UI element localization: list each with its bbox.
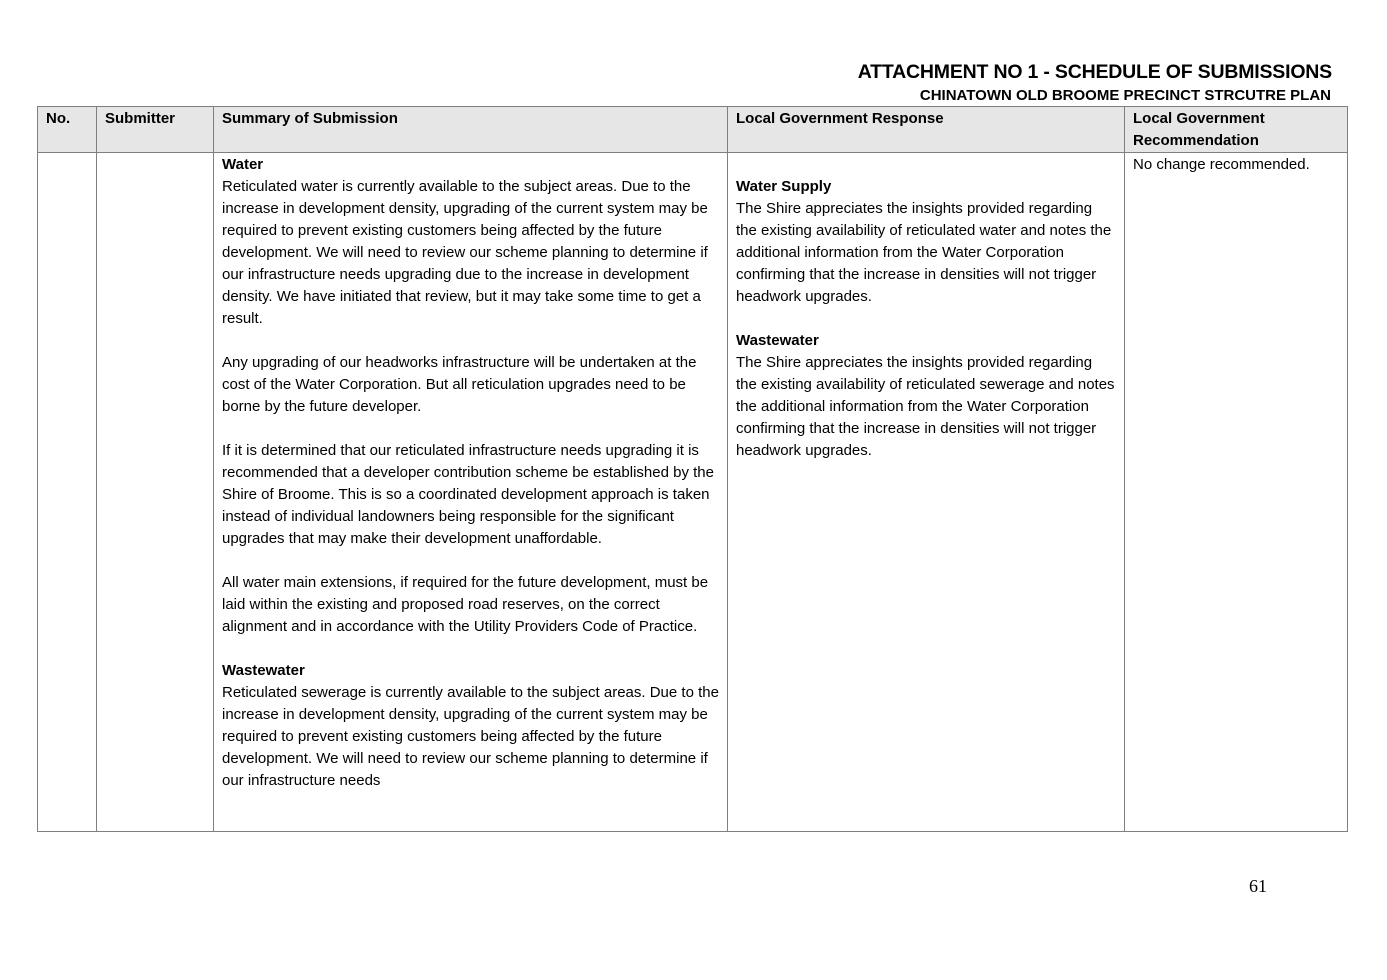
response-water-supply-heading: Water Supply (736, 178, 832, 195)
document-subtitle: CHINATOWN OLD BROOME PRECINCT STRCUTRE PLAN (919, 87, 1331, 104)
summary-wastewater-paragraph-1: Reticulated sewerage is currently available to the subject areas. Due to the increase in development density, upgrading of the current system may be required to prevent existing customers being affected by the future development. We will need to review our scheme planning to determine if our infrastructure needs (222, 684, 719, 789)
response-wastewater-heading: Wastewater (736, 332, 819, 349)
submissions-table (37, 106, 1348, 832)
cell-summary (214, 153, 728, 832)
cell-response (728, 153, 1125, 832)
response-wastewater-text: The Shire appreciates the insights provided regarding the existing availability of reticulated sewerage and notes the additional information from the Water Corporation confirming that the increase in densities will not trigger headwork upgrades. (736, 354, 1115, 459)
column-header-summary: Summary of Submission (214, 107, 728, 153)
page-number: 61 (1249, 876, 1267, 896)
summary-wastewater-heading: Wastewater (222, 662, 305, 679)
document-title: ATTACHMENT NO 1 - SCHEDULE OF SUBMISSIONS (857, 61, 1332, 83)
summary-water-paragraph-3: If it is determined that our reticulated infrastructure needs upgrading it is recommended that a developer contribution scheme be established by the Shire of Broome. This is so a coordinated development approach is taken instead of individual landowners being responsible for the significant upgrades that may make their development unaffordable. (222, 442, 714, 547)
column-header-no: No. (38, 107, 97, 153)
table-row (38, 153, 1348, 832)
summary-water-heading: Water (222, 156, 264, 173)
summary-water-paragraph-1: Reticulated water is currently available to the subject areas. Due to the increase in development density, upgrading of the current system may be required to prevent existing customers being affected by the future development. We will need to review our scheme planning to determine if our infrastructure needs upgrading due to the increase in development density. We have initiated that review, but it may take some time to get a result. (222, 178, 708, 327)
summary-water-paragraph-4: All water main extensions, if required for the future development, must be laid within the existing and proposed road reserves, on the correct alignment and in accordance with the Utility Providers Code of Practice. (222, 574, 709, 635)
cell-recommendation: No change recommended. (1125, 153, 1348, 832)
column-header-submitter: Submitter (97, 107, 214, 153)
table-header-row (38, 107, 1348, 153)
summary-water-paragraph-2: Any upgrading of our headworks infrastructure will be undertaken at the cost of the Water Corporation. But all reticulation upgrades need to be borne by the future developer. (222, 354, 697, 415)
column-header-recommendation: Local Government Recommendation (1125, 107, 1348, 153)
cell-no (38, 153, 97, 832)
response-water-supply-text: The Shire appreciates the insights provided regarding the existing availability of reticulated water and notes the additional information from the Water Corporation confirming that the increase in densities will not trigger headwork upgrades. (736, 200, 1112, 305)
cell-submitter (97, 153, 214, 832)
column-header-response: Local Government Response (728, 107, 1125, 153)
